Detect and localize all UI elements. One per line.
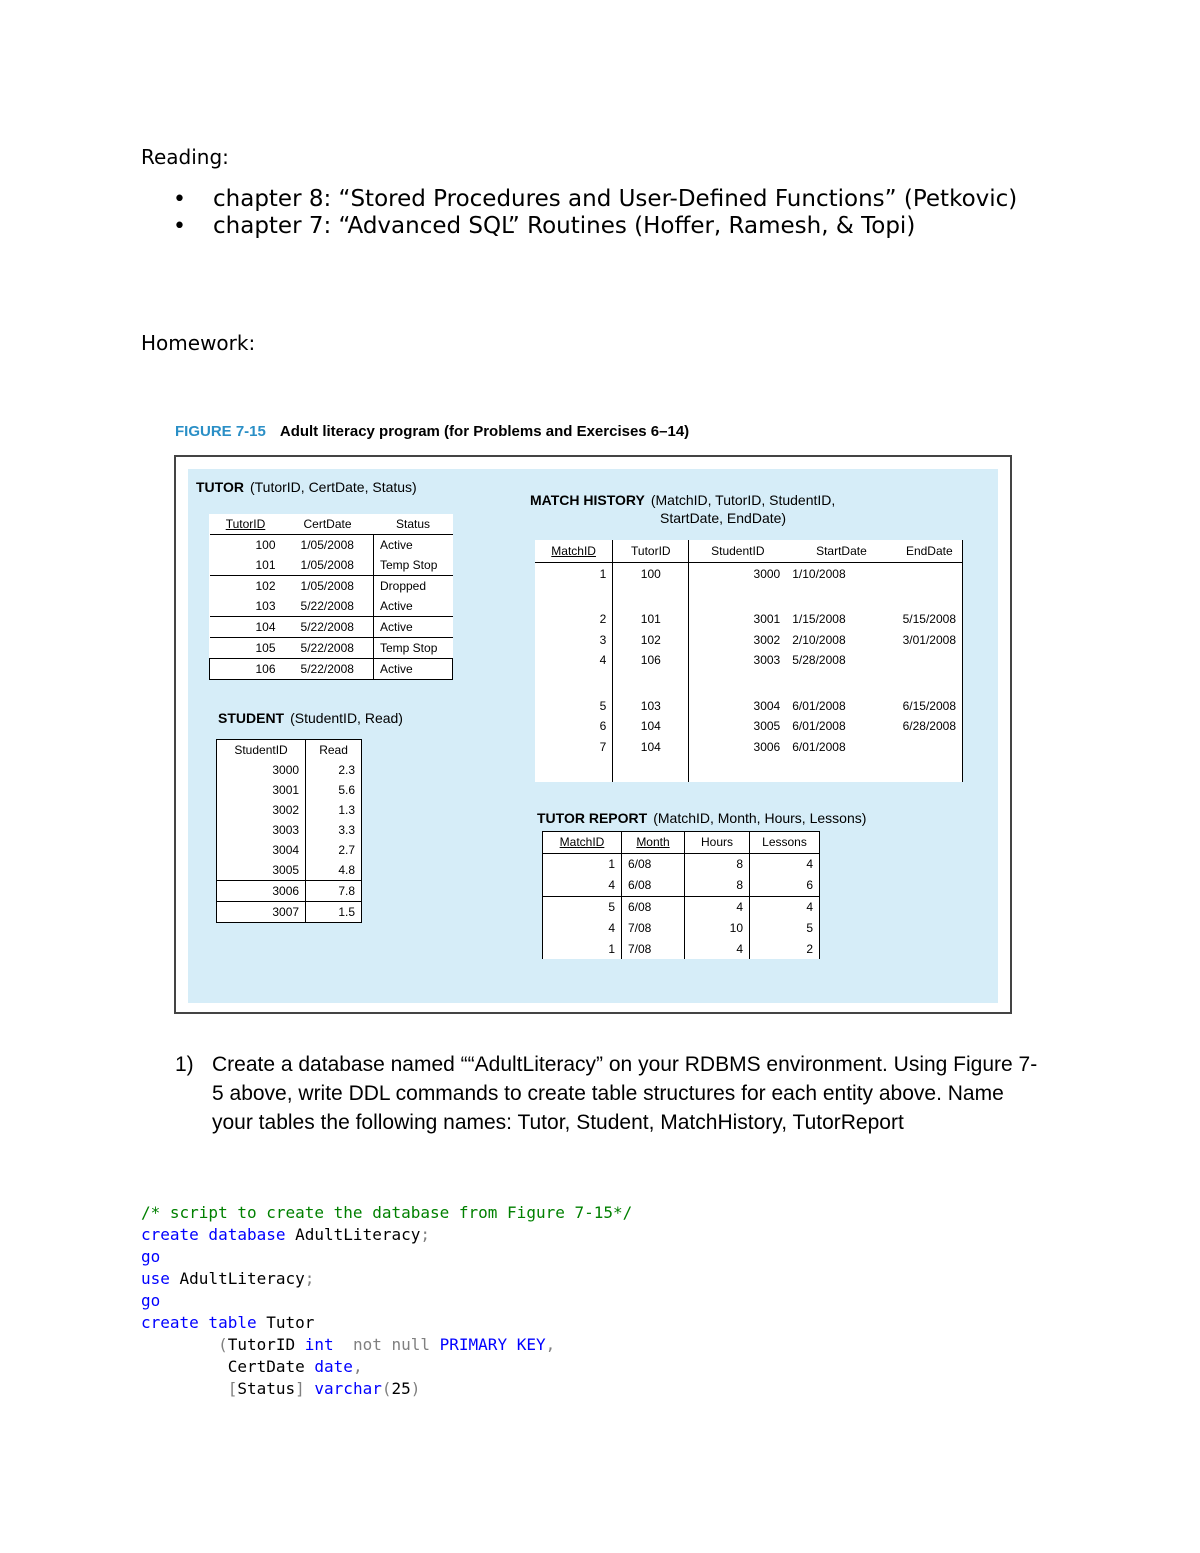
question-line: your tables the following names: Tutor, Student, MatchHistory, TutorReport — [212, 1111, 904, 1134]
table-cell: 6/08 — [622, 896, 685, 917]
table-cell: 4 — [543, 917, 622, 938]
table-cell: 3/01/2008 — [897, 629, 963, 650]
code-line: CertDate date, — [227, 1357, 363, 1376]
table-cell: 101 — [255, 558, 276, 572]
tutor-entity-title — [196, 479, 417, 495]
table-cell: Active — [374, 617, 453, 638]
table-row — [210, 535, 453, 556]
table-cell: 7 — [535, 737, 613, 758]
column-header: Status — [395, 517, 431, 531]
table-cell: Active — [374, 659, 453, 680]
table-cell: 3007 — [217, 902, 306, 923]
question-line: 5 above, write DDL commands to create table structures for each entity above. Name — [212, 1082, 1004, 1105]
table-cell: 1 — [543, 938, 622, 959]
table-row — [210, 576, 453, 597]
table-cell: 2.7 — [338, 843, 355, 857]
table-cell: 1/05/2008 — [300, 579, 354, 593]
table-cell: 5/28/2008 — [792, 653, 846, 668]
table-cell: 101 — [613, 609, 689, 630]
table-cell: 6 — [535, 716, 613, 737]
column-header: Month — [622, 832, 685, 854]
table-row — [217, 820, 362, 840]
match-history-table-panel — [535, 540, 963, 782]
sql-code-block — [141, 1202, 632, 1400]
column-header: Hours — [685, 832, 750, 854]
figure-panel — [174, 455, 1012, 1014]
table-row — [217, 760, 362, 780]
table-row — [535, 695, 963, 716]
table-cell: 3002 — [753, 632, 781, 647]
table-spacer-row — [535, 670, 963, 695]
column-header: Read — [319, 743, 348, 757]
table-row — [210, 659, 453, 680]
table-cell: 7/08 — [622, 917, 685, 938]
table-cell: 103 — [255, 599, 276, 613]
tutor-report-entity-name: TUTOR REPORT — [537, 810, 648, 826]
tutor-entity-name: TUTOR — [196, 479, 244, 495]
reading-item: • chapter 7: “Advanced SQL” Routines (Hoffer, Ramesh, & Topi) — [141, 213, 1017, 240]
column-header: StudentID — [217, 740, 306, 761]
table-cell: 6/08 — [622, 853, 685, 874]
table-cell: 3004 — [217, 840, 306, 860]
table-cell: 102 — [255, 579, 276, 593]
table-row — [217, 902, 362, 923]
table-row — [535, 716, 963, 737]
table-row — [535, 563, 963, 584]
student-table — [216, 739, 362, 923]
table-row — [217, 780, 362, 800]
table-cell: 100 — [613, 563, 689, 584]
table-cell: 1/05/2008 — [300, 538, 354, 552]
table-cell: Temp Stop — [374, 555, 453, 576]
table-cell: 3 — [535, 629, 613, 650]
table-cell: 2.3 — [338, 763, 355, 777]
student-entity-title — [218, 710, 403, 726]
table-cell: 2 — [535, 609, 613, 630]
table-cell: 100 — [255, 538, 276, 552]
table-row — [535, 737, 963, 758]
match-history-entity-title — [530, 492, 835, 508]
table-cell: 105 — [255, 641, 276, 655]
table-header-row — [217, 740, 362, 761]
table-cell: 1/15/2008 — [792, 611, 846, 626]
table-spacer-row — [535, 757, 963, 782]
table-cell: Temp Stop — [374, 638, 453, 659]
table-cell: 3001 — [753, 611, 781, 626]
table-row — [543, 938, 820, 959]
figure-title: Adult literacy program (for Problems and Exercises 6–14) — [279, 423, 690, 440]
table-cell: Dropped — [374, 576, 453, 597]
table-row — [217, 860, 362, 881]
table-cell: 104 — [613, 716, 689, 737]
table-cell: 3005 — [217, 860, 306, 881]
table-cell: 6/28/2008 — [897, 716, 963, 737]
question-1 — [175, 1050, 1075, 1137]
table-row — [535, 650, 963, 671]
table-row — [217, 881, 362, 902]
table-cell: 7.8 — [338, 884, 355, 898]
code-line — [141, 1202, 632, 1224]
tutor-entity-attrs: (TutorID, CertDate, Status) — [249, 479, 417, 495]
column-header: TutorID — [613, 540, 689, 563]
figure-number: FIGURE 7-15 — [175, 423, 266, 440]
table-cell: Active — [374, 596, 453, 617]
table-cell: 1/10/2008 — [792, 566, 846, 581]
table-cell: 1.3 — [338, 803, 355, 817]
table-cell: 6/01/2008 — [792, 739, 846, 754]
table-cell: 5/15/2008 — [897, 609, 963, 630]
table-cell: 106 — [210, 659, 282, 680]
table-cell: 5/22/2008 — [300, 641, 354, 655]
table-cell: 8 — [685, 853, 750, 874]
homework-heading: Homework: — [141, 331, 256, 355]
table-row — [543, 853, 820, 874]
table-cell: 4.8 — [338, 863, 355, 877]
table-row — [543, 875, 820, 896]
column-header: TutorID — [225, 517, 266, 531]
code-line: [Status] varchar(25) — [227, 1379, 421, 1398]
tutor-report-table — [542, 831, 820, 959]
reading-item: • chapter 8: “Stored Procedures and User-Defined Functions” (Petkovic) — [141, 186, 1017, 213]
table-row — [217, 800, 362, 820]
table-cell: 4 — [685, 896, 750, 917]
table-cell: 1.5 — [338, 905, 355, 919]
table-row — [535, 609, 963, 630]
student-entity-name: STUDENT — [218, 710, 285, 726]
table-cell: 106 — [613, 650, 689, 671]
figure-background — [188, 469, 998, 1003]
code-line: (TutorID int not null PRIMARY KEY, — [218, 1335, 556, 1354]
code-line: create database AdultLiteracy; — [141, 1225, 430, 1244]
tutor-report-entity-title — [537, 810, 866, 826]
table-row — [210, 617, 453, 638]
code-comment: /* script to create the database from Figure 7-15*/ — [141, 1203, 633, 1222]
table-cell: 3000 — [217, 760, 306, 780]
table-cell: 1/05/2008 — [300, 558, 354, 572]
match-history-table — [535, 540, 963, 782]
code-line: use AdultLiteracy; — [141, 1269, 315, 1288]
code-line: go — [141, 1291, 161, 1310]
table-cell: 3000 — [753, 566, 781, 581]
table-cell: 4 — [806, 899, 813, 914]
match-history-entity-attrs-cont: StartDate, EndDate) — [660, 510, 787, 526]
student-entity-attrs: (StudentID, Read) — [290, 710, 403, 726]
table-row — [535, 629, 963, 650]
table-cell: 103 — [613, 695, 689, 716]
table-cell: 5 — [543, 896, 622, 917]
table-row — [210, 638, 453, 659]
column-header: MatchID — [543, 832, 622, 854]
table-cell: 2/10/2008 — [792, 632, 846, 647]
table-cell: 5 — [535, 695, 613, 716]
table-cell: 3.3 — [338, 823, 355, 837]
table-spacer-row — [535, 584, 963, 609]
table-cell: 4 — [685, 938, 750, 959]
table-cell: 5 — [806, 920, 813, 935]
table-cell: 8 — [685, 875, 750, 896]
reading-heading: Reading: — [141, 145, 229, 169]
table-cell: 7/08 — [622, 938, 685, 959]
table-cell: 104 — [613, 737, 689, 758]
table-header-row — [210, 514, 453, 535]
table-row — [543, 896, 820, 917]
reading-list — [141, 186, 1017, 240]
table-cell: 5/22/2008 — [300, 662, 354, 676]
column-header: Lessons — [762, 835, 807, 850]
table-cell: 102 — [613, 629, 689, 650]
table-cell: 6/01/2008 — [792, 719, 846, 734]
column-header: EndDate — [897, 540, 963, 563]
table-cell: 6/08 — [622, 875, 685, 896]
table-cell: 3001 — [217, 780, 306, 800]
table-cell: 2 — [806, 941, 813, 956]
table-cell: 3003 — [753, 653, 781, 668]
table-cell — [897, 563, 963, 584]
table-cell: 104 — [255, 620, 276, 634]
column-header: StartDate — [816, 544, 867, 559]
table-cell: 5/22/2008 — [300, 620, 354, 634]
table-row — [210, 555, 453, 576]
table-row — [210, 596, 453, 617]
table-cell: 5/22/2008 — [300, 599, 354, 613]
table-cell: 3004 — [753, 698, 781, 713]
column-header: StudentID — [711, 544, 765, 559]
table-cell — [897, 650, 963, 671]
table-cell: 3005 — [753, 719, 781, 734]
code-line: create table Tutor — [141, 1313, 315, 1332]
table-cell: Active — [374, 535, 453, 556]
table-cell: 4 — [806, 857, 813, 872]
table-cell: 3002 — [217, 800, 306, 820]
figure-caption — [175, 423, 689, 440]
table-cell: 5.6 — [338, 783, 355, 797]
table-header-row — [543, 832, 820, 854]
code-line: go — [141, 1247, 161, 1266]
match-history-entity-attrs: (MatchID, TutorID, StudentID, — [650, 492, 836, 508]
match-history-entity-name: MATCH HISTORY — [530, 492, 645, 508]
question-line: Create a database named ““AdultLiteracy” on your RDBMS environment. Using Figure 7- — [212, 1053, 1038, 1076]
table-cell: 6/01/2008 — [792, 698, 846, 713]
table-cell: 6/15/2008 — [897, 695, 963, 716]
table-cell: 4 — [535, 650, 613, 671]
table-cell: 3006 — [217, 881, 306, 902]
column-header: CertDate — [303, 517, 352, 531]
table-cell: 3003 — [217, 820, 306, 840]
table-cell: 1 — [535, 563, 613, 584]
table-cell: 3006 — [753, 739, 781, 754]
table-cell: 4 — [543, 875, 622, 896]
tutor-table — [209, 514, 453, 680]
table-cell: 1 — [543, 853, 622, 874]
tutor-report-entity-attrs: (MatchID, Month, Hours, Lessons) — [653, 810, 867, 826]
table-cell: 6 — [806, 878, 813, 893]
table-row — [543, 917, 820, 938]
table-header-row — [535, 540, 963, 563]
table-cell — [897, 737, 963, 758]
table-cell: 10 — [685, 917, 750, 938]
question-number: 1) — [175, 1053, 194, 1076]
table-row — [217, 840, 362, 860]
column-header: MatchID — [535, 540, 613, 563]
